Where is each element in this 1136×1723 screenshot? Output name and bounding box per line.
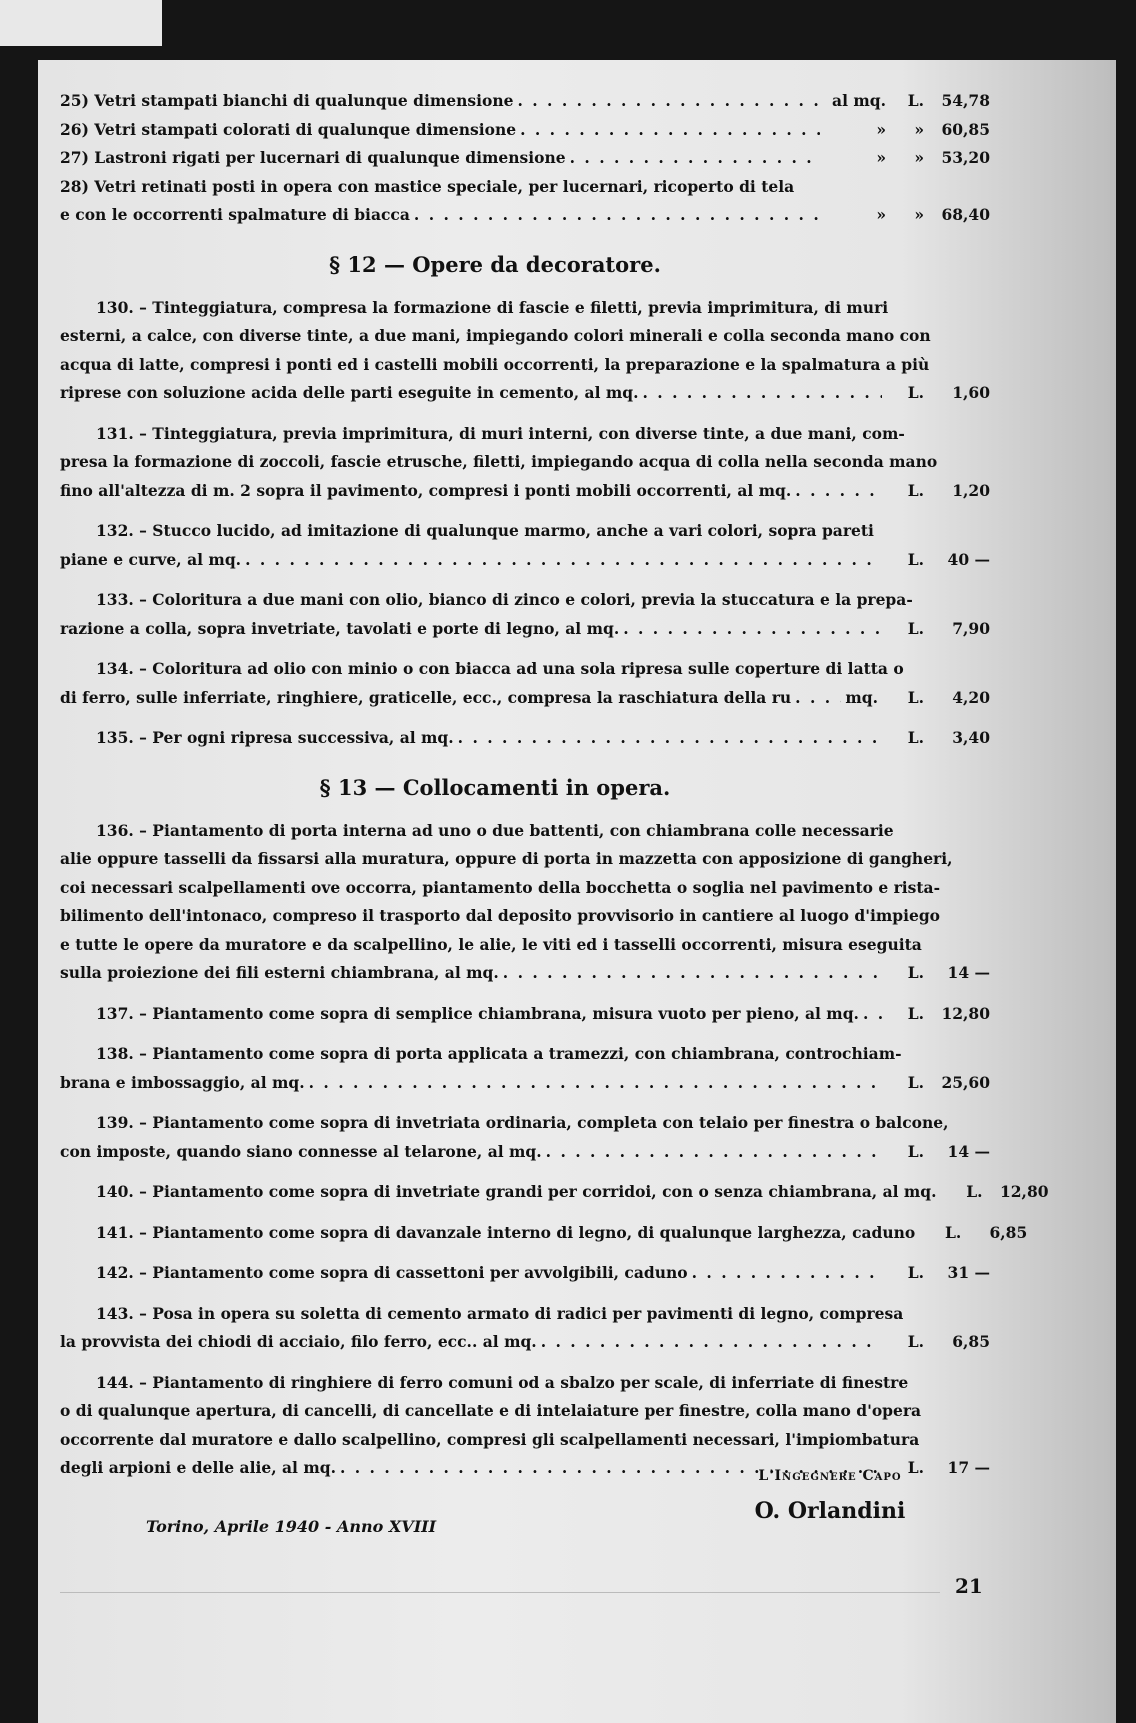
item-price: 3,40 bbox=[952, 728, 990, 747]
price-row bbox=[60, 684, 990, 713]
item-line: 143. – Posa in opera su soletta di cemento armato di radici per pavimenti di legno, compresa bbox=[96, 1303, 904, 1323]
item-currency: » bbox=[914, 148, 924, 167]
item-line: bilimento dell'intonaco, compreso il trasporto dal deposito provvisorio in cantiere al luogo d'impiego bbox=[60, 906, 941, 925]
item-unit: al mq. bbox=[832, 91, 886, 110]
item-currency: L. bbox=[907, 1332, 924, 1351]
item-28-line-1: 28) Vetri retinati posti in opera con mastice speciale, per lucernari, ricoperto di tela bbox=[60, 176, 795, 196]
price-item bbox=[60, 1000, 990, 1029]
price-row-27 bbox=[60, 144, 990, 173]
section-symbol: § bbox=[319, 774, 331, 800]
item-currency: L. bbox=[907, 1072, 924, 1092]
item-line: 136. – Piantamento di porta interna ad uno o due battenti, con chiambrana colle necessarie bbox=[96, 820, 894, 840]
item-price: 14 — bbox=[947, 963, 990, 982]
section-12-heading bbox=[60, 250, 990, 280]
item-price: 14 — bbox=[947, 1141, 990, 1161]
item-text: piane e curve, al mq. bbox=[60, 549, 242, 569]
price-item bbox=[60, 1109, 990, 1166]
item-currency: L. bbox=[907, 480, 924, 500]
item-currency: L. bbox=[907, 549, 924, 569]
price-row-26 bbox=[60, 116, 990, 145]
item-text: 141. – Piantamento come sopra di davanzale interno di legno, di qualunque larghezza, caduno bbox=[96, 1222, 916, 1242]
item-line: coi necessari scalpellamenti ove occorra, piantamento della bocchetta o soglia nel pavimento e rista- bbox=[60, 877, 941, 897]
item-text: la provvista dei chiodi di acciaio, filo ferro, ecc.. al mq. bbox=[60, 1332, 537, 1351]
price-item bbox=[60, 655, 990, 712]
price-item bbox=[60, 1040, 990, 1097]
price-item bbox=[60, 294, 990, 408]
item-line: 130. – Tinteggiatura, compresa la formazione di fascie e filetti, previa imprimitura, di muri bbox=[96, 297, 889, 317]
item-price: 6,85 bbox=[952, 1332, 990, 1351]
item-text: riprese con soluzione acida delle parti eseguite in cemento, al mq. bbox=[60, 383, 639, 402]
price-row bbox=[60, 1000, 990, 1029]
item-line: acqua di latte, compresi i ponti ed i castelli mobili occorrenti, la preparazione e la spalmatura a più bbox=[60, 354, 930, 374]
item-line: occorrente dal muratore e dallo scalpellino, compresi gli scalpellamenti necessari, l'impiombatura bbox=[60, 1429, 920, 1449]
item-currency: L. bbox=[907, 687, 924, 707]
item-currency: » bbox=[914, 205, 924, 224]
document-body bbox=[60, 87, 1049, 1541]
scan-corner-artifact bbox=[0, 0, 162, 46]
item-text: 137. – Piantamento come sopra di semplice chiambrana, misura vuoto per pieno, al mq. bbox=[96, 1003, 859, 1023]
item-currency: L. bbox=[944, 1222, 962, 1242]
item-line: 139. – Piantamento come sopra di invetriata ordinaria, completa con telaio per finestra o balcone, bbox=[96, 1113, 949, 1132]
price-item bbox=[60, 1219, 1028, 1248]
bottom-rule bbox=[60, 1592, 940, 1593]
price-row-28 bbox=[60, 201, 990, 230]
item-price: 40 — bbox=[947, 549, 990, 569]
item-line: presa la formazione di zoccoli, fascie etrusche, filetti, impiegando acqua di colla nella seconda mano bbox=[60, 452, 938, 471]
dot-leader bbox=[541, 1328, 882, 1357]
price-item bbox=[60, 724, 990, 753]
item-line: 132. – Stucco lucido, ad imitazione di qualunque marmo, anche a vari colori, sopra pareti bbox=[96, 521, 874, 540]
dot-leader bbox=[546, 1138, 882, 1167]
dot-leader bbox=[795, 684, 841, 713]
price-row bbox=[60, 959, 990, 988]
price-row bbox=[60, 1328, 990, 1357]
item-text: brana e imbossaggio, al mq. bbox=[60, 1072, 305, 1092]
item-text: razione a colla, sopra invetriate, tavolati e porte di legno, al mq. bbox=[60, 618, 620, 638]
item-text: 135. – Per ogni ripresa successiva, al mq. bbox=[96, 728, 454, 747]
item-price: 4,20 bbox=[952, 687, 990, 707]
item-price: 25,60 bbox=[941, 1072, 990, 1092]
dot-leader bbox=[623, 615, 882, 644]
item-price: 6,85 bbox=[989, 1222, 1028, 1242]
price-item bbox=[60, 420, 990, 506]
section-title: 13 — Collocamenti in opera. bbox=[337, 774, 671, 800]
item-line: o di qualunque apertura, di cancelli, di cancellate e di intelaiature per finestre, colla mano d'opera bbox=[60, 1401, 922, 1420]
dot-leader bbox=[517, 87, 820, 116]
price-row-25 bbox=[60, 87, 990, 116]
price-row bbox=[60, 546, 990, 575]
dot-leader bbox=[245, 546, 882, 575]
item-price: 7,90 bbox=[952, 618, 990, 638]
dot-leader bbox=[795, 477, 882, 506]
item-price: 1,20 bbox=[952, 480, 990, 500]
item-text: con imposte, quando siano connesse al telarone, al mq. bbox=[60, 1141, 542, 1161]
price-row bbox=[60, 1259, 990, 1288]
item-line: 134. – Coloritura ad olio con minio o con biacca ad una sola ripresa sulle coperture di latta o bbox=[96, 659, 904, 678]
item-currency: L. bbox=[907, 1458, 924, 1477]
item-price: 54,78 bbox=[941, 91, 990, 110]
item-price: 12,80 bbox=[999, 1182, 1049, 1201]
item-currency: » bbox=[914, 119, 924, 139]
item-text: fino all'altezza di m. 2 sopra il pavimento, compresi i ponti mobili occorrenti, al mq. bbox=[60, 480, 792, 500]
dot-leader bbox=[414, 201, 820, 230]
price-row bbox=[60, 1138, 990, 1167]
item-price: 12,80 bbox=[941, 1003, 990, 1023]
price-item bbox=[60, 1178, 1049, 1207]
item-price: 31 — bbox=[947, 1263, 990, 1282]
section-13-items bbox=[60, 817, 1049, 1483]
signature-block bbox=[715, 1468, 945, 1524]
item-price: 68,40 bbox=[941, 205, 990, 224]
price-row bbox=[60, 615, 990, 644]
item-text: 26) Vetri stampati colorati di qualunque dimensione bbox=[60, 119, 517, 139]
item-text: 27) Lastroni rigati per lucernari di qualunque dimensione bbox=[60, 148, 566, 167]
price-row bbox=[60, 1219, 1028, 1248]
item-unit: » bbox=[876, 119, 886, 139]
dot-leader bbox=[643, 379, 883, 408]
item-line: 131. – Tinteggiatura, previa imprimitura, di muri interni, con diverse tinte, a due mani, com- bbox=[96, 423, 905, 443]
item-text: 140. – Piantamento come sopra di invetriate grandi per corridoi, con o senza chiambrana, al mq. bbox=[96, 1182, 937, 1201]
item-currency: L. bbox=[907, 728, 924, 747]
dot-leader bbox=[520, 116, 820, 145]
item-text: 25) Vetri stampati bianchi di qualunque dimensione bbox=[60, 91, 514, 110]
item-text: degli arpioni e delle alie, al mq. bbox=[60, 1458, 336, 1477]
item-currency: L. bbox=[907, 1263, 924, 1282]
item-currency: L. bbox=[907, 1141, 924, 1161]
item-text: 142. – Piantamento come sopra di cassettoni per avvolgibili, caduno bbox=[96, 1263, 688, 1282]
item-price: 53,20 bbox=[941, 148, 990, 167]
item-line: e tutte le opere da muratore e da scalpellino, le alie, le viti ed i tasselli occorrenti, misura eseguita bbox=[60, 934, 922, 954]
dot-leader bbox=[863, 1000, 882, 1029]
item-line: 133. – Coloritura a due mani con olio, bianco di zinco e colori, previa la stuccatura e la prepa- bbox=[96, 590, 913, 609]
item-line: esterni, a calce, con diverse tinte, a due mani, impiegando colori minerali e colla seconda mano con bbox=[60, 326, 931, 345]
dot-leader bbox=[570, 144, 820, 173]
item-unit: » bbox=[876, 148, 886, 167]
item-currency: L. bbox=[966, 1182, 983, 1201]
price-item bbox=[60, 1259, 990, 1288]
item-text: e con le occorrenti spalmature di biacca bbox=[60, 205, 410, 224]
price-row bbox=[60, 379, 990, 408]
price-row bbox=[60, 1069, 990, 1098]
signature-role: L'Ingegnere Capo bbox=[758, 1468, 902, 1484]
dot-leader bbox=[458, 724, 882, 753]
dot-leader bbox=[309, 1069, 882, 1098]
section-title: 12 — Opere da decoratore. bbox=[347, 251, 661, 277]
price-item bbox=[60, 1369, 990, 1483]
item-text: sulla proiezione dei fili esterni chiambrana, al mq. bbox=[60, 963, 499, 982]
item-line: 144. – Piantamento di ringhiere di ferro comuni od a sbalzo per scale, di inferriate di finestre bbox=[96, 1372, 909, 1392]
item-price: 1,60 bbox=[952, 383, 990, 402]
price-item bbox=[60, 586, 990, 643]
price-item bbox=[60, 1300, 990, 1357]
price-item bbox=[60, 817, 990, 988]
item-price: 60,85 bbox=[941, 119, 990, 139]
item-line: 138. – Piantamento come sopra di porta applicata a tramezzi, con chiambrana, controchiam- bbox=[96, 1044, 902, 1063]
section-12-items bbox=[60, 294, 990, 753]
item-text: di ferro, sulle inferriate, ringhiere, graticelle, ecc., compresa la raschiatura della ru bbox=[60, 687, 792, 707]
item-currency: L. bbox=[907, 1003, 924, 1023]
place-date: Torino, Aprile 1940 - Anno XVIII bbox=[146, 1516, 437, 1536]
price-item bbox=[60, 517, 990, 574]
section-13-heading bbox=[60, 773, 990, 803]
price-row bbox=[60, 1178, 1049, 1207]
item-unit: » bbox=[876, 205, 886, 224]
price-row bbox=[60, 724, 990, 753]
page-number: 21 bbox=[955, 1574, 983, 1598]
item-currency: L. bbox=[907, 91, 924, 110]
price-row bbox=[60, 477, 990, 506]
item-currency: L. bbox=[907, 618, 924, 638]
dot-leader bbox=[692, 1259, 882, 1288]
item-currency: L. bbox=[907, 963, 924, 982]
signature-name: O. Orlandini bbox=[754, 1498, 906, 1524]
dot-leader bbox=[503, 959, 882, 988]
item-currency: L. bbox=[907, 383, 924, 402]
item-line: alie oppure tasselli da fissarsi alla muratura, oppure di porta in mazzetta con apposizione di gangheri, bbox=[60, 849, 953, 868]
item-price: 17 — bbox=[947, 1458, 990, 1477]
section-symbol: § bbox=[329, 251, 341, 277]
item-unit: mq. bbox=[845, 687, 878, 707]
